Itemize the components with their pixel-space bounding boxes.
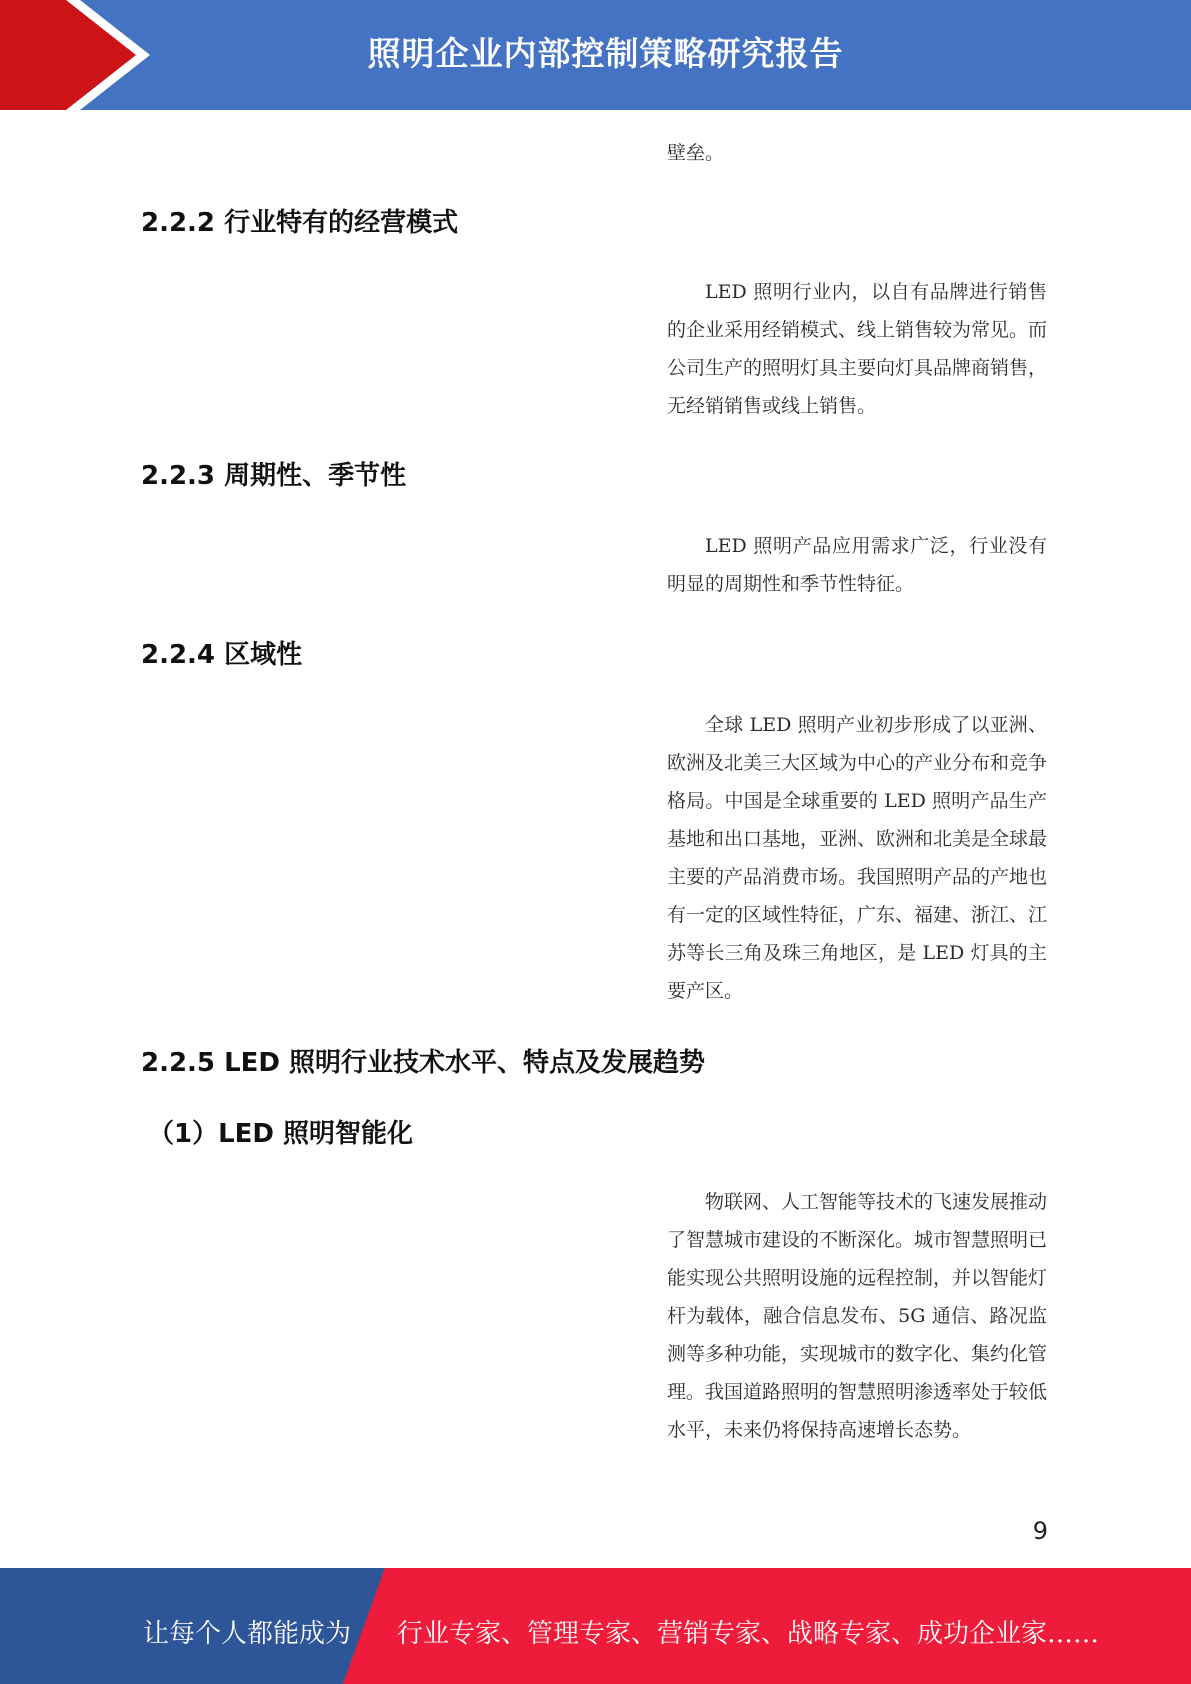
page-number: 9 bbox=[1032, 1517, 1048, 1545]
continuation-paragraph: 壁垒。 bbox=[667, 142, 725, 164]
section-heading-2-2-4: 2.2.4 区域性 bbox=[141, 640, 303, 670]
footer-slogan-right: 行业专家、管理专家、营销专家、战略专家、成功企业家…… bbox=[397, 1619, 1100, 1649]
section-heading-2-2-5: 2.2.5 LED 照明行业技术水平、特点及发展趋势 bbox=[141, 1048, 706, 1078]
section-heading-2-2-2: 2.2.2 行业特有的经营模式 bbox=[141, 208, 459, 238]
subsection-heading-1: （1）LED 照明智能化 bbox=[148, 1119, 414, 1149]
section-paragraph-2-2-2: LED 照明行业内，以自有品牌进行销售的企业采用经销模式、线上销售较为常见。而公司生产的照明灯具主要向灯具品牌商销售，无经销销售或线上销售。 bbox=[667, 281, 1048, 417]
section-paragraph-2-2-3: LED 照明产品应用需求广泛，行业没有明显的周期性和季节性特征。 bbox=[667, 535, 1047, 595]
page-footer bbox=[0, 1568, 1191, 1684]
section-heading-2-2-3: 2.2.3 周期性、季节性 bbox=[141, 461, 407, 491]
section-paragraph-2-2-4: 全球 LED 照明产业初步形成了以亚洲、欧洲及北美三大区域为中心的产业分布和竞争格局。中国是全球重要的 LED 照明产品生产基地和出口基地，亚洲、欧洲和北美是全球最主要的产品消费市场。我国照明产品的产地也有一定的区域性特征，广东、福建、浙江、江苏等长三角及珠三角地区，是 LED 灯具的主要产区。 bbox=[667, 714, 1048, 1002]
footer-slogan-left: 让每个人都能成为 bbox=[143, 1619, 352, 1649]
subsection-paragraph-1: 物联网、人工智能等技术的飞速发展推动了智慧城市建设的不断深化。城市智慧照明已能实现公共照明设施的远程控制，并以智能灯杆为载体，融合信息发布、5G 通信、路况监测等多种功能，实现城市的数字化、集约化管理。我国道路照明的智慧照明渗透率处于较低水平，未来仍将保持高速增长态势。 bbox=[667, 1191, 1048, 1441]
page-header bbox=[0, 0, 1191, 110]
document-title: 照明企业内部控制策略研究报告 bbox=[367, 34, 844, 73]
